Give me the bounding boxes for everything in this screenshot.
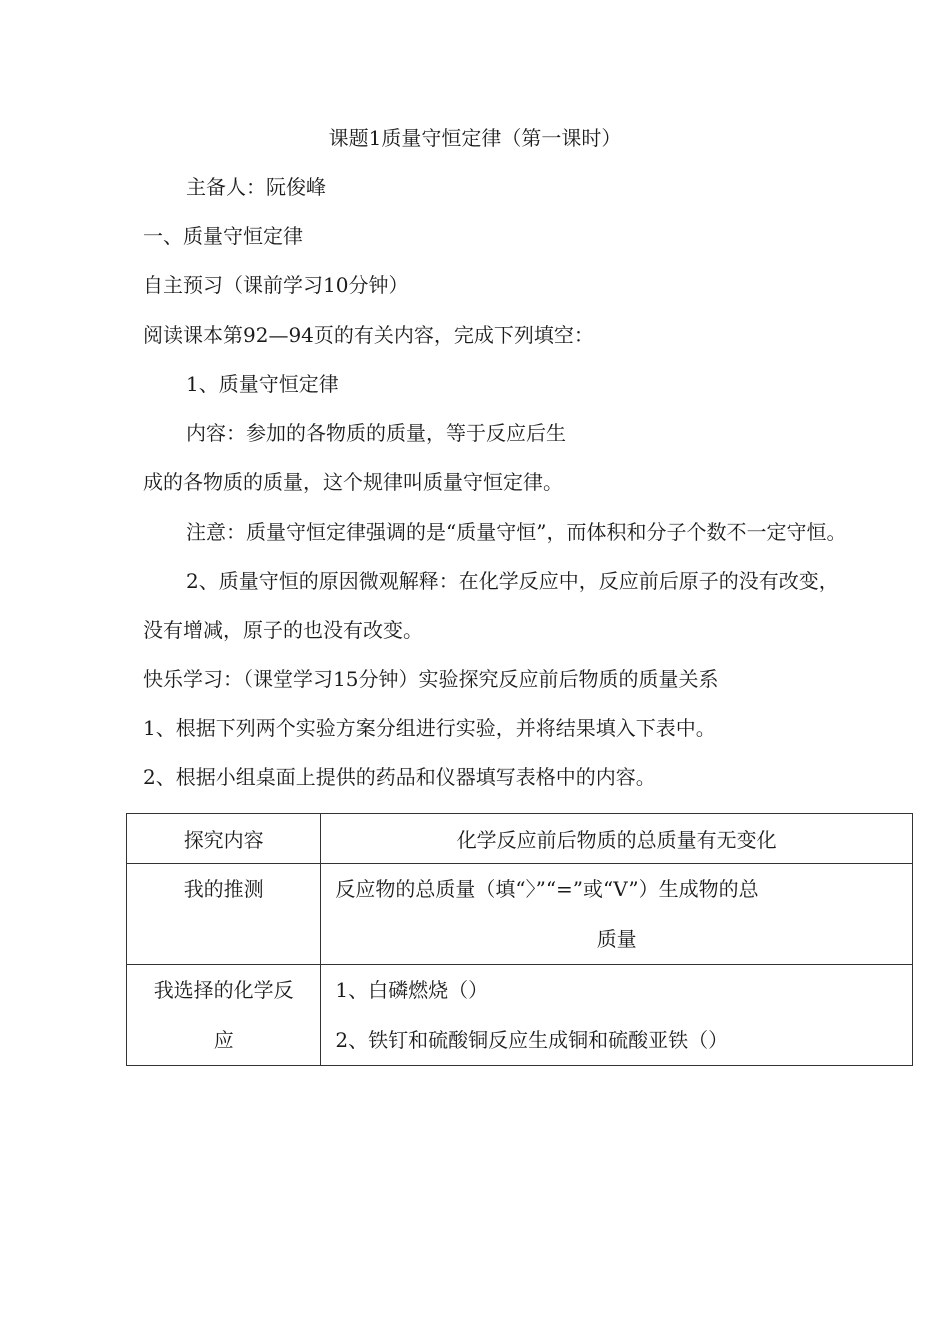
content-line-2: 成的各物质的质量，这个规律叫质量守恒定律。 <box>143 470 563 494</box>
section-heading: 一、质量守恒定律 <box>143 224 303 248</box>
experiment-table <box>126 813 913 1066</box>
cell-text: 质量 <box>596 927 637 951</box>
table-cell <box>321 814 913 864</box>
table-cell <box>127 965 321 1066</box>
cell-text: 我选择的化学反 <box>153 978 294 1002</box>
page-title: 课题1质量守恒定律（第一课时） <box>328 126 622 150</box>
happy-learning-heading: 快乐学习：（课堂学习15分钟）实验探究反应前后物质的质量关系 <box>143 667 719 691</box>
cell-text: 2、铁钉和硫酸铜反应生成铜和硫酸亚铁（） <box>335 1028 729 1052</box>
instruction-1: 1、根据下列两个实验方案分组进行实验，并将结果填入下表中。 <box>143 716 716 740</box>
item2-line-2: 没有增减，原子的也没有改变。 <box>143 618 423 642</box>
table-cell <box>127 814 321 864</box>
content-line-1: 内容：参加的各物质的质量，等于反应后生 <box>186 421 566 445</box>
cell-text: 1、白磷燃烧（） <box>335 978 489 1002</box>
table-row <box>127 965 913 1066</box>
note-line: 注意：质量守恒定律强调的是“质量守恒”，而体积和分子个数不一定守恒。 <box>186 520 847 544</box>
cell-text: 反应物的总质量（填“〉”“=”或“V”）生成物的总 <box>335 877 759 901</box>
table-cell <box>127 864 321 965</box>
table-row <box>127 814 913 864</box>
preparer-line: 主备人：阮俊峰 <box>186 175 326 199</box>
cell-text: 应 <box>213 1028 234 1052</box>
item2-line-1: 2、质量守恒的原因微观解释：在化学反应中，反应前后原子的没有改变， <box>186 569 839 593</box>
cell-text: 探究内容 <box>183 828 264 852</box>
reading-task: 阅读课本第92—94页的有关内容，完成下列填空： <box>143 323 594 347</box>
item1-heading: 1、质量守恒定律 <box>186 372 339 396</box>
instruction-2: 2、根据小组桌面上提供的药品和仪器填写表格中的内容。 <box>143 765 656 789</box>
cell-text: 我的推测 <box>183 877 264 901</box>
cell-text: 化学反应前后物质的总质量有无变化 <box>456 828 777 852</box>
table-cell <box>321 864 913 965</box>
table-row <box>127 864 913 965</box>
self-study-heading: 自主预习（课前学习10分钟） <box>143 273 409 297</box>
table-cell <box>321 965 913 1066</box>
